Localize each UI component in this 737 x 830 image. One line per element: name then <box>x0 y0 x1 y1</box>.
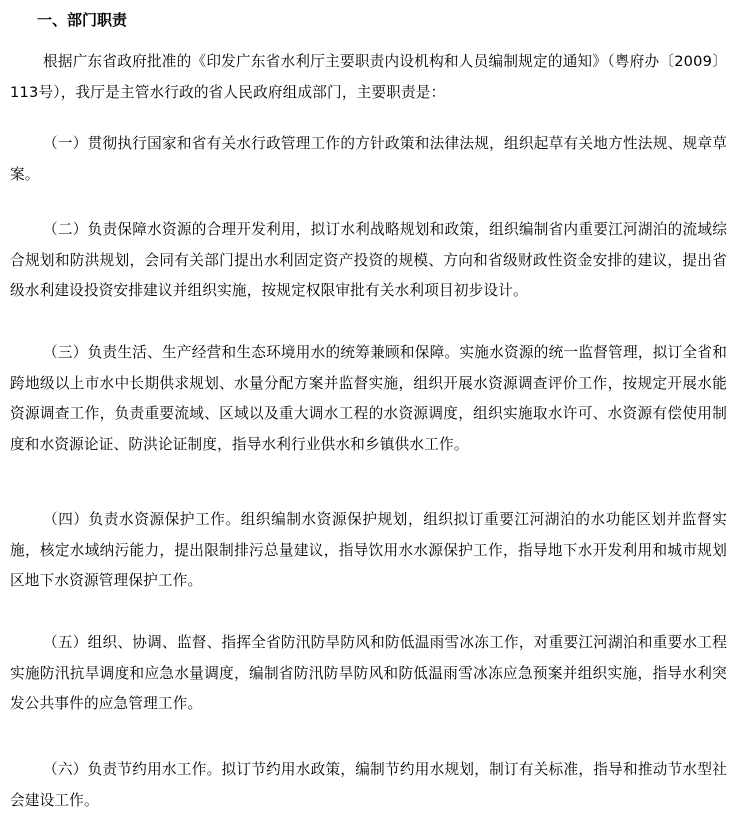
intro-paragraph: 根据广东省政府批准的《印发广东省水利厅主要职责内设机构和人员编制规定的通知》（粤府办〔2009〕113号），我厅是主管水行政的省人民政府组成部门，主要职责是： <box>10 53 727 101</box>
section-heading: 一、部门职责 <box>37 11 128 29</box>
duty-paragraph-2: （二）负责保障水资源的合理开发利用，拟订水利战略规划和政策，组织编制省内重要江河湖泊的流域综合规划和防洪规划，会同有关部门提出水利固定资产投资的规模、方向和省级财政性资金安排的建议，提出省级水利建设投资安排建议并组织实施，按规定权限审批有关水利项目初步设计。 <box>10 221 727 300</box>
duty-paragraph-5: （五）组织、协调、监督、指挥全省防汛防旱防风和防低温雨雪冰冻工作，对重要江河湖泊和重要水工程实施防汛抗旱调度和应急水量调度，编制省防汛防旱防风和防低温雨雪冰冻应急预案并组织实施，指导水利突发公共事件的应急管理工作。 <box>10 634 727 713</box>
duty-paragraph-3: （三）负责生活、生产经营和生态环境用水的统筹兼顾和保障。实施水资源的统一监督管理，拟订全省和跨地级以上市水中长期供求规划、水量分配方案并监督实施，组织开展水资源调查评价工作，按规定开展水能资源调查工作，负责重要流域、区域以及重大调水工程的水资源调度，组织实施取水许可、水资源有偿使用制度和水资源论证、防洪论证制度，指导水利行业供水和乡镇供水工作。 <box>10 344 727 453</box>
duty-paragraph-1: （一）贯彻执行国家和省有关水行政管理工作的方针政策和法律法规，组织起草有关地方性法规、规章草案。 <box>10 135 727 183</box>
duty-paragraph-4: （四）负责水资源保护工作。组织编制水资源保护规划，组织拟订重要江河湖泊的水功能区划并监督实施，核定水域纳污能力，提出限制排污总量建议，指导饮用水水源保护工作，指导地下水开发利用和城市规划区地下水资源管理保护工作。 <box>10 511 727 590</box>
duty-paragraph-6: （六）负责节约用水工作。拟订节约用水政策，编制节约用水规划，制订有关标准，指导和推动节水型社会建设工作。 <box>10 761 727 809</box>
